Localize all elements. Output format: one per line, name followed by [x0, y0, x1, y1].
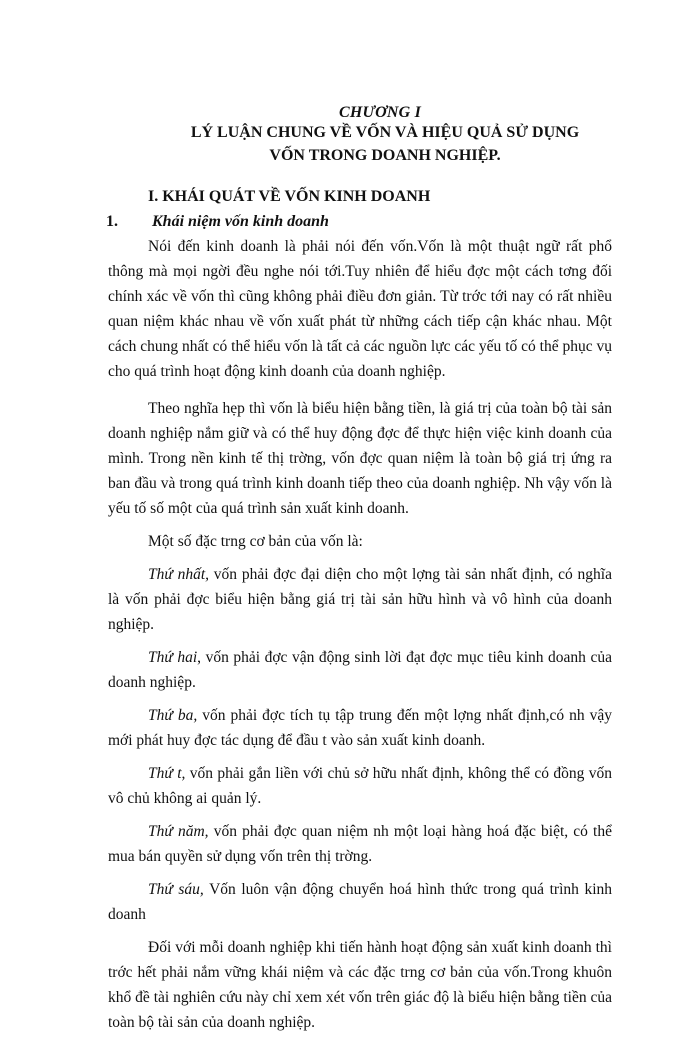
feature-text: vốn phải đợc đại diện cho một lợng tài sản nhất định, có nghĩa là vốn phải đợc biểu hiện bằng giá trị tài sản hữu hình và vô hình của doanh nghiệp.: [108, 566, 612, 633]
subsection-title: Khái niệm vốn kinh doanh: [152, 213, 329, 230]
chapter-title-line-2: VỐN TRONG DOANH NGHIỆP.: [269, 147, 501, 164]
feature-paragraph: [108, 562, 612, 637]
body-text: [108, 234, 612, 1043]
feature-paragraph: [108, 761, 612, 811]
feature-paragraph: [108, 645, 612, 695]
paragraph: Theo nghĩa hẹp thì vốn là biểu hiện bằng tiền, là giá trị của toàn bộ tài sản doanh nghiệp nắm giữ và có thể huy động đợc để thực hiện việc kinh doanh của mình. Trong nền kinh tế thị trờng, vốn đợc quan niệm là toàn bộ giá trị ứng ra ban đầu và trong quá trình kinh doanh tiếp theo của doanh nghiệp. Nh vậy vốn là yếu tố số một của quá trình sản xuất kinh doanh.: [108, 400, 612, 517]
feature-paragraph: [108, 877, 612, 927]
feature-paragraph: [108, 819, 612, 869]
feature-text: vốn phải đợc tích tụ tập trung đến một lợng nhất định,có nh vậy mới phát huy đợc tác dụng để đầu t vào sản xuất kinh doanh.: [108, 707, 612, 749]
paragraph: Nói đến kinh doanh là phải nói đến vốn.Vốn là một thuật ngữ rất phổ thông mà mọi ngời đều nghe nói tới.Tuy nhiên để hiểu đợc một cách tơng đối chính xác về vốn thì cũng không phải điều đơn giản. Từ trớc tới nay có rất nhiều quan niệm khác nhau về vốn xuất phát từ những cách tiếp cận khác nhau. Một cách chung nhất có thể hiểu vốn là tất cả các nguồn lực các yếu tố có thể phục vụ cho quá trình hoạt động kinh doanh của doanh nghiệp.: [108, 238, 612, 380]
feature-paragraph: [108, 703, 612, 753]
feature-text: Vốn luôn vận động chuyển hoá hình thức trong quá trình kinh doanh: [108, 881, 613, 923]
feature-lead: Thứ năm,: [148, 823, 209, 840]
chapter-title: [150, 121, 620, 167]
section-title: I. KHÁI QUÁT VỀ VỐN KINH DOANH: [148, 188, 431, 205]
feature-lead: Thứ ba,: [148, 707, 198, 724]
subsection-number: 1.: [106, 213, 118, 230]
feature-lead: Thứ sáu,: [148, 881, 204, 898]
closing-paragraph: Đối với mỗi doanh nghiệp khi tiến hành hoạt động sản xuất kinh doanh thì trớc hết phải nắm vững khái niệm và các đặc trng cơ bản của vốn.Trong khuôn khổ đề tài nghiên cứu này chỉ xem xét vốn trên giác độ là biểu hiện bằng tiền của toàn bộ tài sản của doanh nghiệp.: [108, 939, 612, 1031]
feature-text: vốn phải gắn liền với chủ sở hữu nhất định, không thể có đồng vốn vô chủ không ai quản lý.: [108, 765, 612, 807]
feature-lead: Thứ nhất,: [148, 566, 210, 583]
feature-lead: Thứ t,: [148, 765, 186, 782]
paragraph: Một số đặc trng cơ bản của vốn là:: [148, 533, 363, 550]
feature-lead: Thứ hai: [148, 649, 198, 666]
chapter-title-line-1: LÝ LUẬN CHUNG VỀ VỐN VÀ HIỆU QUẢ SỬ DỤNG: [190, 124, 580, 141]
chapter-number: CHƯƠNG I: [338, 104, 421, 121]
feature-text: , vốn phải đợc vận động sinh lời đạt đợc mục tiêu kinh doanh của doanh nghiệp.: [108, 649, 612, 691]
feature-text: vốn phải đợc quan niệm nh một loại hàng hoá đặc biệt, có thể mua bán quyền sử dụng vốn trên thị trờng.: [108, 823, 612, 865]
